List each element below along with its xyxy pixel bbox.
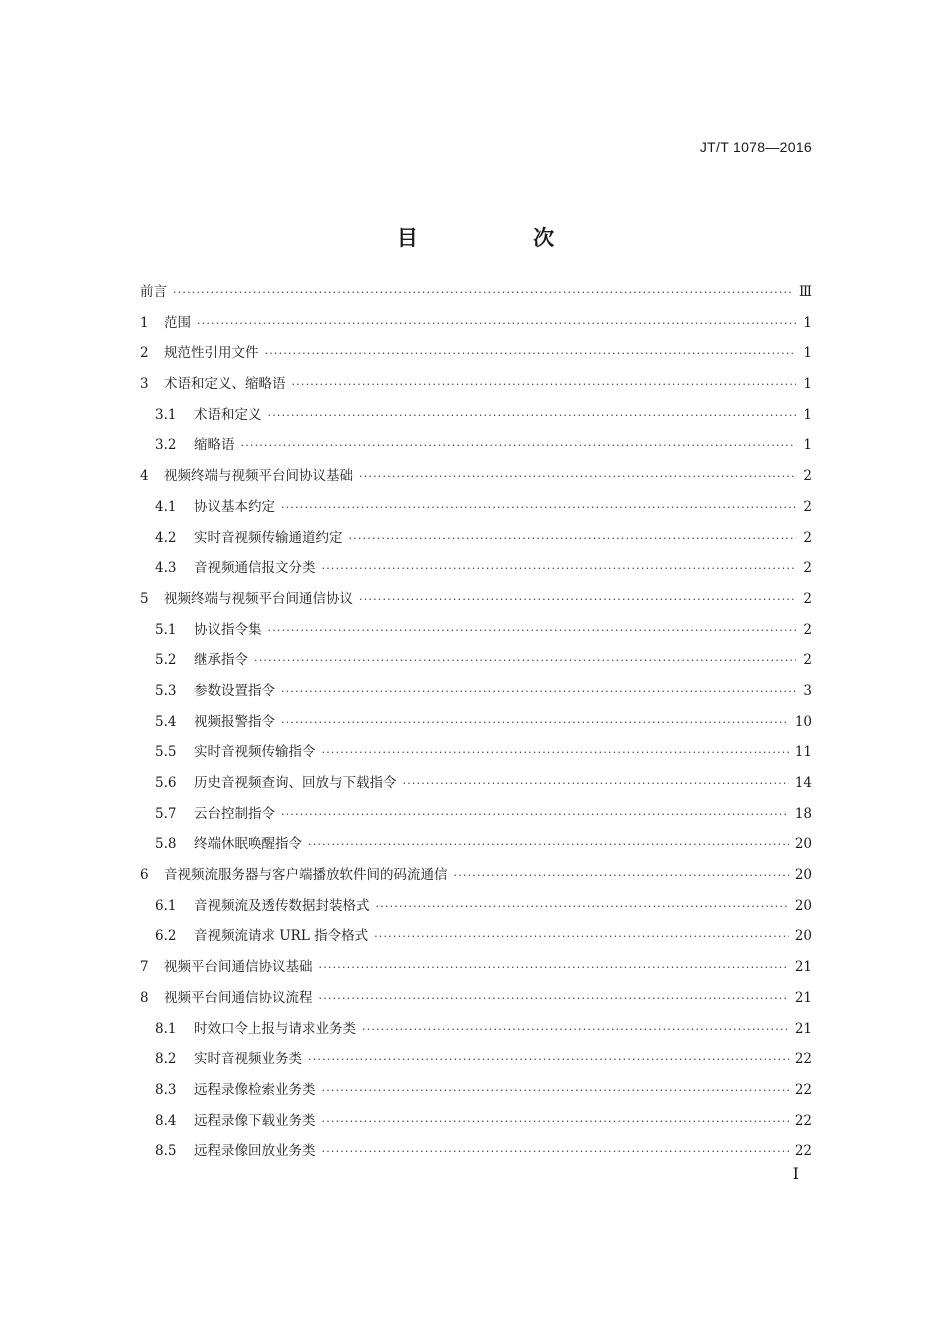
toc-entry-number: 5.6 (155, 775, 177, 791)
toc-entry[interactable] (140, 955, 812, 986)
toc-entry[interactable] (140, 372, 812, 403)
toc-dot-leader (308, 833, 789, 857)
toc-entry[interactable] (140, 403, 812, 434)
toc-title: 目 次 (396, 226, 609, 251)
toc-dot-leader (322, 1079, 789, 1103)
toc-entry-number: 4.2 (155, 529, 177, 546)
toc-entry[interactable] (140, 1017, 812, 1048)
toc-dot-leader (241, 434, 797, 458)
toc-dot-leader (268, 619, 797, 643)
toc-entry-page: 2 (803, 468, 812, 485)
toc-dot-leader (359, 588, 796, 612)
toc-entry[interactable] (140, 802, 812, 833)
toc-dot-leader (403, 772, 789, 796)
toc-entry-label: 协议指令集 (194, 621, 262, 638)
toc-dot-leader (281, 496, 796, 520)
toc-entry[interactable] (140, 679, 812, 710)
toc-dot-leader (374, 925, 789, 949)
toc-entry-number: 5.2 (155, 652, 177, 669)
toc-entry-label: 远程录像检索业务类 (194, 1081, 316, 1098)
toc-entry[interactable] (140, 618, 812, 649)
toc-entry-label: 音视频通信报文分类 (194, 560, 316, 577)
toc-dot-leader (454, 864, 789, 888)
toc-entry-label: 协议基本约定 (194, 498, 275, 515)
toc-entry-number: 4.3 (155, 560, 177, 577)
toc-entry-label: 前言 (140, 284, 167, 300)
toc-entry-page: 20 (794, 928, 812, 945)
toc-entry[interactable] (140, 771, 812, 802)
toc-entry[interactable] (140, 433, 812, 464)
standard-code: JT/T 1078—2016 (699, 139, 812, 155)
toc-entry-page: 22 (794, 1081, 812, 1098)
toc-dot-leader (319, 987, 789, 1011)
toc-entry-number: 7 (140, 959, 149, 976)
toc-entry-label: 音视频流请求 URL 指令格式 (194, 928, 369, 945)
toc-entry-page: 3 (803, 682, 812, 699)
toc-entry-label: 规范性引用文件 (164, 345, 259, 362)
toc-dot-leader (197, 312, 796, 336)
toc-entry-label: 术语和定义 (194, 406, 262, 423)
toc-entry-number: 5.1 (155, 621, 177, 638)
toc-entry[interactable] (140, 710, 812, 741)
toc-entry-number: 8.5 (155, 1143, 177, 1160)
toc-entry-number: 3 (140, 376, 149, 393)
toc-entry-label: 历史音视频查询、回放与下载指令 (194, 775, 397, 791)
page-number: Ⅰ (792, 1164, 799, 1183)
toc-entry-number: 6.2 (155, 928, 177, 945)
toc-entry-number: 8.3 (155, 1081, 177, 1098)
toc-dot-leader (281, 803, 789, 827)
toc-entry-page: 1 (803, 314, 812, 331)
toc-entry-label: 视频平台间通信协议流程 (164, 989, 313, 1006)
toc-entry-page: 2 (803, 498, 812, 515)
toc-entry-page: 21 (794, 1020, 812, 1037)
toc-entry-label: 远程录像下载业务类 (194, 1112, 316, 1129)
toc-entry-page: 11 (794, 744, 812, 761)
toc-entry-label: 音视频流服务器与客户端播放软件间的码流通信 (164, 867, 448, 884)
toc-entry[interactable] (140, 1078, 812, 1109)
toc-entry-number: 5.7 (155, 805, 177, 822)
toc-entry[interactable] (140, 986, 812, 1017)
toc-entry-label: 参数设置指令 (194, 682, 275, 699)
toc-entry-number: 3.1 (155, 406, 177, 423)
toc-entry-page: 21 (794, 989, 812, 1006)
toc-entry[interactable] (140, 1047, 812, 1078)
toc-entry[interactable] (140, 863, 812, 894)
toc-entry[interactable] (140, 1139, 812, 1170)
toc-dot-leader (362, 1018, 789, 1042)
toc-dot-leader (292, 373, 797, 397)
toc-dot-leader (265, 342, 797, 366)
toc-entry-page: 1 (803, 406, 812, 423)
toc-entry[interactable] (140, 464, 812, 495)
toc-entry[interactable] (140, 1109, 812, 1140)
toc-entry-page: 10 (794, 713, 812, 730)
toc-dot-leader (281, 711, 789, 735)
toc-entry-number: 1 (140, 314, 149, 331)
toc-entry-page: 22 (794, 1112, 812, 1129)
toc-entry-page: 1 (803, 345, 812, 362)
toc-entry-number: 8.2 (155, 1051, 177, 1068)
toc-entry-page: 20 (794, 836, 812, 853)
toc-entry-page: 18 (794, 805, 812, 822)
table-of-contents (140, 280, 812, 1170)
toc-entry[interactable] (140, 832, 812, 863)
toc-entry[interactable] (140, 280, 812, 311)
toc-entry-number: 8 (140, 989, 149, 1006)
toc-dot-leader (319, 956, 789, 980)
toc-entry[interactable] (140, 495, 812, 526)
toc-entry-page: 1 (803, 437, 812, 454)
toc-entry-page: 2 (803, 652, 812, 669)
toc-entry-number: 5.3 (155, 682, 177, 699)
toc-entry-label: 终端休眠唤醒指令 (194, 836, 302, 853)
toc-entry-number: 4.1 (155, 498, 177, 515)
toc-dot-leader (376, 895, 789, 919)
toc-entry-page: 22 (794, 1051, 812, 1068)
toc-entry-label: 视频报警指令 (194, 713, 275, 730)
toc-entry-label: 云台控制指令 (194, 805, 275, 822)
toc-entry-number: 6 (140, 867, 149, 884)
toc-entry-page: 20 (794, 867, 812, 884)
toc-entry-number: 5.5 (155, 744, 177, 761)
toc-entry-number: 5.8 (155, 836, 177, 853)
toc-entry-number: 4 (140, 468, 149, 485)
toc-entry-number: 6.1 (155, 897, 177, 914)
toc-entry-label: 术语和定义、缩略语 (164, 376, 286, 393)
toc-entry[interactable] (140, 924, 812, 955)
toc-entry-page: 2 (803, 590, 812, 607)
toc-entry-page: 1 (803, 376, 812, 393)
toc-entry-number: 5 (140, 590, 149, 607)
toc-entry-number: 5.4 (155, 713, 177, 730)
toc-entry-label: 时效口令上报与请求业务类 (194, 1020, 356, 1037)
toc-entry-label: 视频终端与视频平台间通信协议 (164, 590, 353, 607)
toc-dot-leader (322, 1110, 789, 1134)
toc-entry[interactable] (140, 311, 812, 342)
toc-entry-page: 2 (803, 560, 812, 577)
toc-entry[interactable] (140, 556, 812, 587)
toc-entry-label: 缩略语 (194, 437, 235, 454)
toc-entry-label: 实时音视频传输通道约定 (194, 529, 343, 546)
toc-entry[interactable] (140, 894, 812, 925)
toc-entry-label: 视频平台间通信协议基础 (164, 959, 313, 976)
toc-entry[interactable] (140, 526, 812, 557)
toc-entry-number: 2 (140, 345, 149, 362)
toc-dot-leader (281, 680, 796, 704)
toc-dot-leader (349, 527, 797, 551)
toc-dot-leader (322, 1140, 789, 1164)
toc-entry-label: 继承指令 (194, 652, 248, 669)
toc-entry-label: 实时音视频业务类 (194, 1051, 302, 1068)
toc-entry-page: 2 (803, 621, 812, 638)
toc-entry-page: 21 (794, 959, 812, 976)
toc-dot-leader (322, 741, 789, 765)
toc-entry-page: 14 (794, 775, 812, 791)
toc-dot-leader (308, 1048, 789, 1072)
toc-entry[interactable] (140, 341, 812, 372)
toc-dot-leader (322, 557, 797, 581)
toc-entry-label: 实时音视频传输指令 (194, 744, 316, 761)
toc-entry-number: 8.1 (155, 1020, 177, 1037)
toc-entry-label: 远程录像回放业务类 (194, 1143, 316, 1160)
toc-entry-page: 20 (794, 897, 812, 914)
toc-dot-leader (254, 649, 796, 673)
toc-entry-page: Ⅲ (798, 284, 812, 300)
toc-dot-leader (359, 465, 796, 489)
toc-dot-leader (173, 281, 793, 305)
toc-entry-number: 3.2 (155, 437, 177, 454)
toc-entry[interactable] (140, 648, 812, 679)
toc-entry-label: 范围 (164, 314, 191, 331)
toc-entry-number: 8.4 (155, 1112, 177, 1129)
toc-entry[interactable] (140, 740, 812, 771)
toc-entry-page: 2 (803, 529, 812, 546)
toc-entry-label: 音视频流及透传数据封装格式 (194, 897, 370, 914)
toc-entry[interactable] (140, 587, 812, 618)
toc-dot-leader (268, 404, 797, 428)
toc-entry-label: 视频终端与视频平台间协议基础 (164, 468, 353, 485)
toc-entry-page: 22 (794, 1143, 812, 1160)
